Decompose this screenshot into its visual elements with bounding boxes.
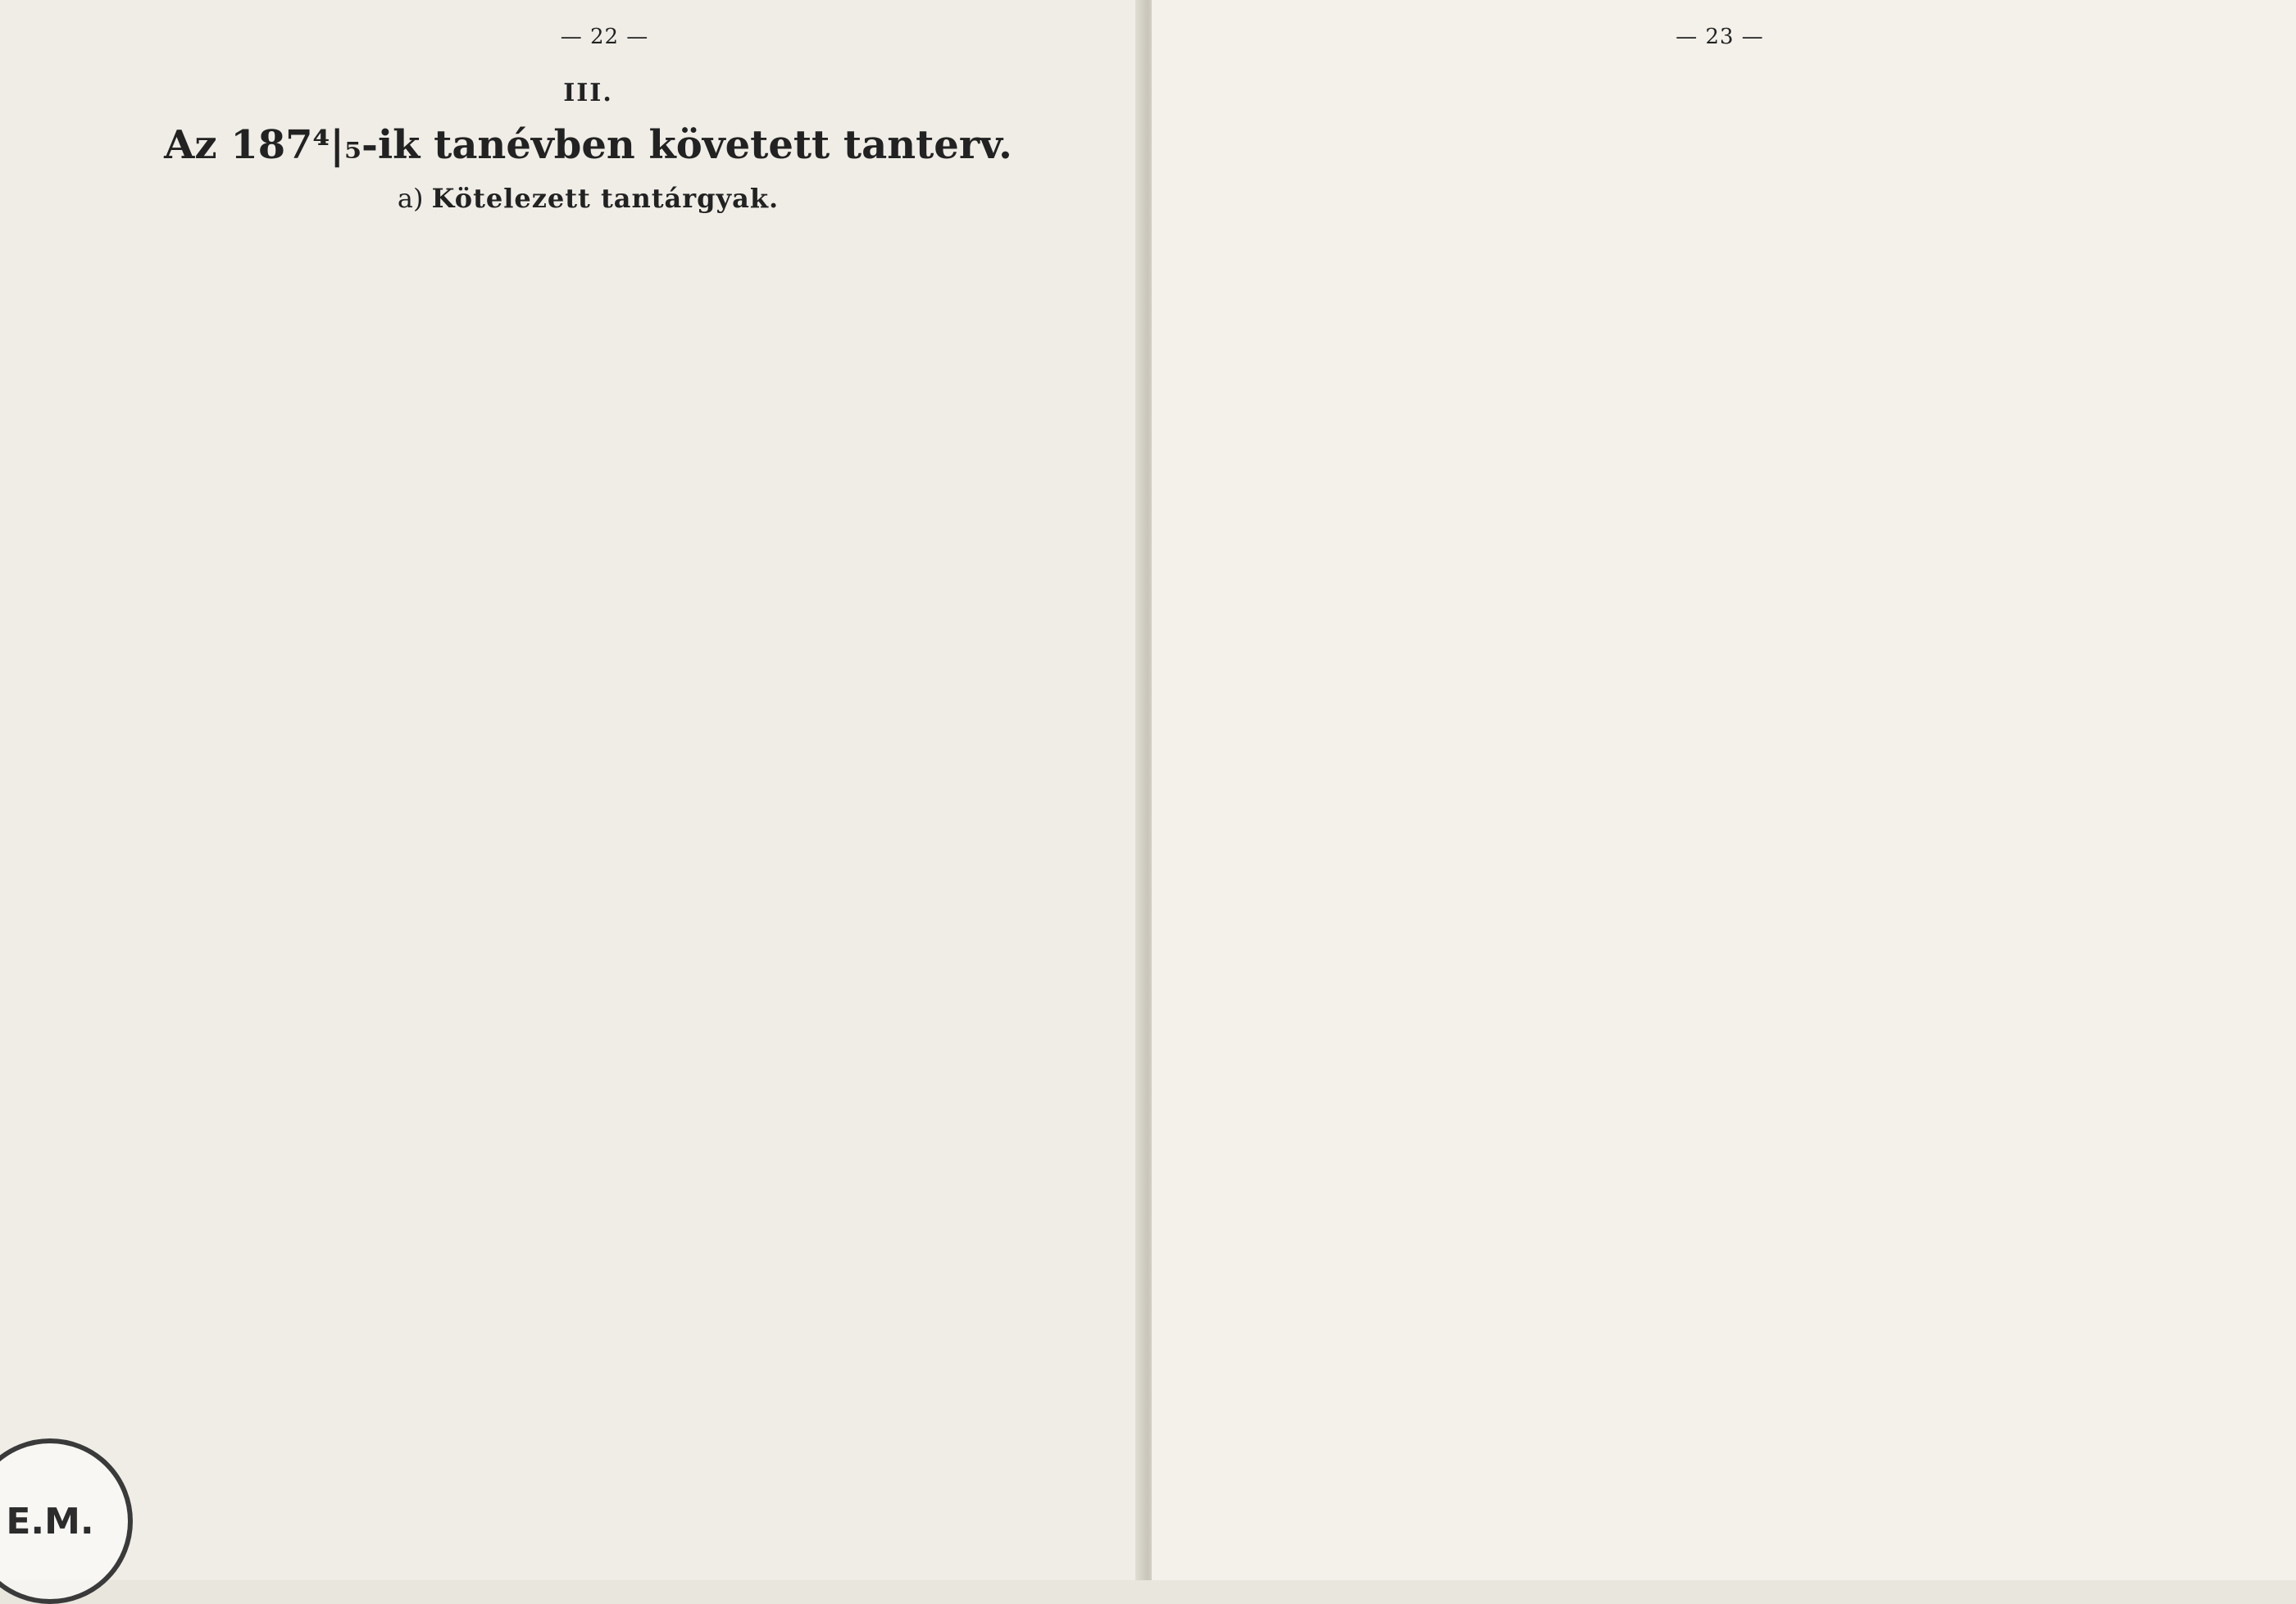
section-roman: III.	[563, 79, 613, 107]
page-subtitle	[49, 183, 1127, 214]
page-number: — 22 —	[560, 25, 649, 49]
right-page	[1152, 0, 2296, 1580]
subtitle-prefix: a)	[397, 183, 424, 214]
stamp-text: E.M.	[6, 1500, 94, 1543]
page-number: — 23 —	[1675, 25, 1764, 49]
library-stamp	[0, 1438, 133, 1604]
subtitle-text: Kötelezett tantárgyak.	[431, 183, 780, 214]
page-title: Az 187⁴|₅-ik tanévben követett tanterv.	[164, 122, 1012, 168]
left-page	[0, 0, 1143, 1580]
